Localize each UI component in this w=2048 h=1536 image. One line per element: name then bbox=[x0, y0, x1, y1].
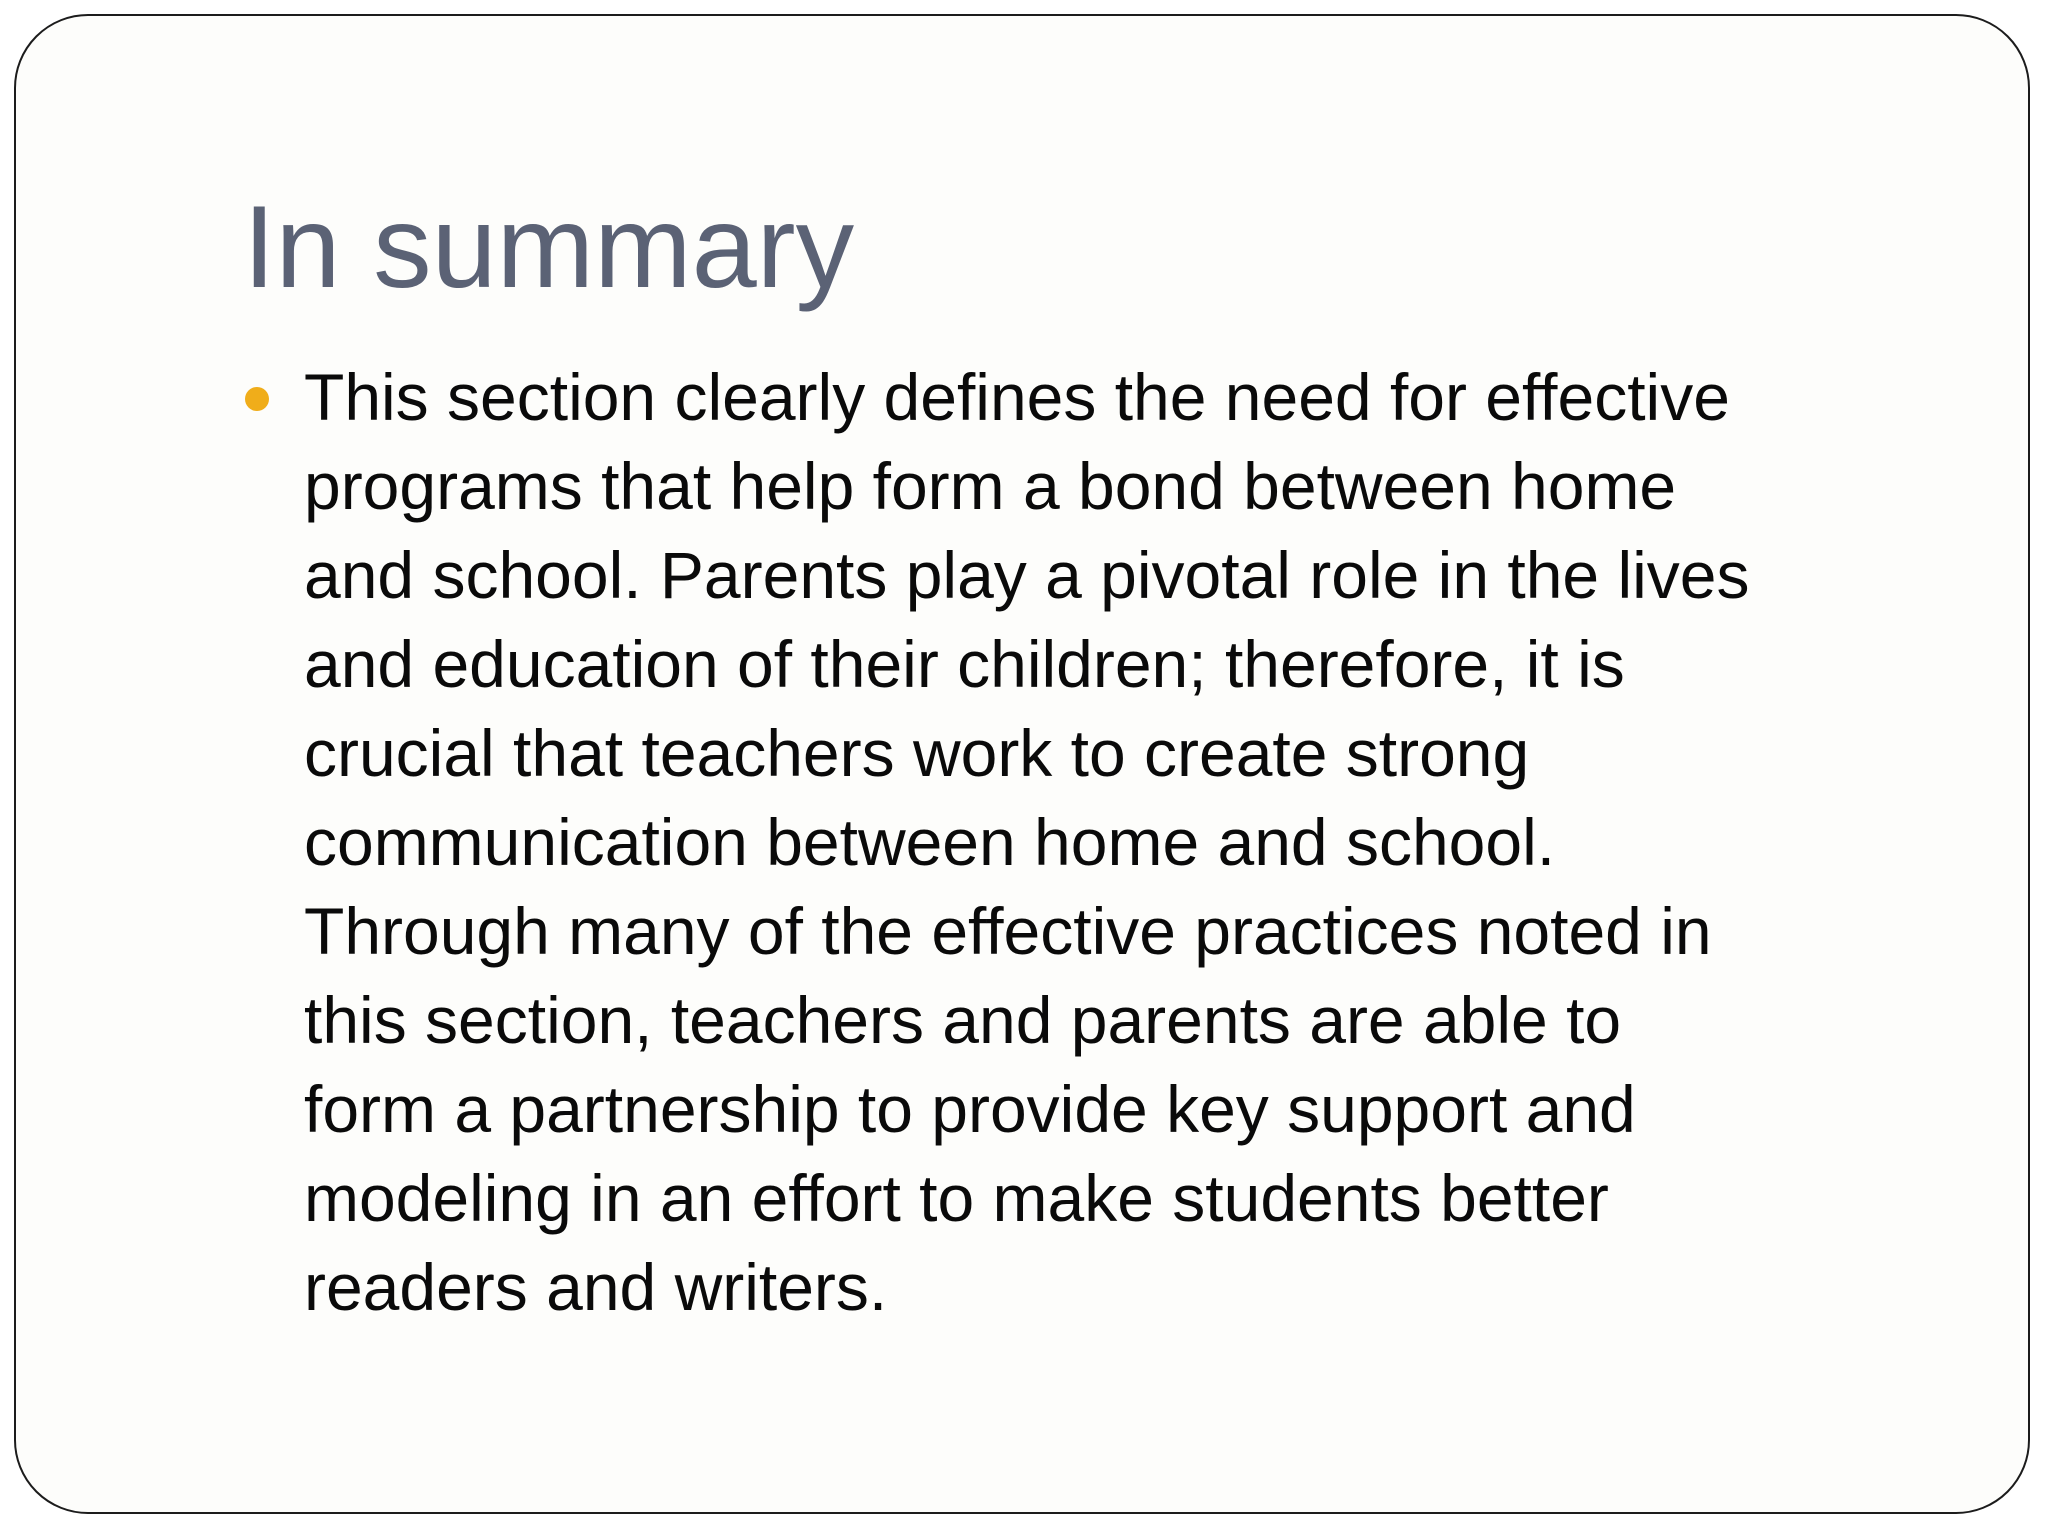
bullet-text-line: communication between home and school. bbox=[304, 805, 1556, 879]
slide-title: In summary bbox=[243, 181, 855, 312]
bullet-text-line: and education of their children; therefore, it is bbox=[304, 627, 1625, 701]
bullet-text-line: form a partnership to provide key support and bbox=[304, 1072, 1636, 1146]
bullet-text-line: programs that help form a bond between home bbox=[304, 449, 1677, 523]
slide-frame bbox=[14, 14, 2030, 1514]
bullet-text-line: this section, teachers and parents are able to bbox=[304, 983, 1622, 1057]
bullet-text-line: and school. Parents play a pivotal role in the lives bbox=[304, 538, 1750, 612]
bullet-text-line: crucial that teachers work to create strong bbox=[304, 716, 1530, 790]
bullet-list bbox=[242, 353, 1962, 1332]
bullet-dot-icon bbox=[245, 387, 269, 411]
bullet-item bbox=[242, 353, 1962, 1332]
bullet-text-line: Through many of the effective practices noted in bbox=[304, 894, 1712, 968]
bullet-text-line: readers and writers. bbox=[304, 1250, 888, 1324]
bullet-text-line: modeling in an effort to make students better bbox=[304, 1161, 1609, 1235]
bullet-text-line: This section clearly defines the need for effective bbox=[304, 360, 1730, 434]
